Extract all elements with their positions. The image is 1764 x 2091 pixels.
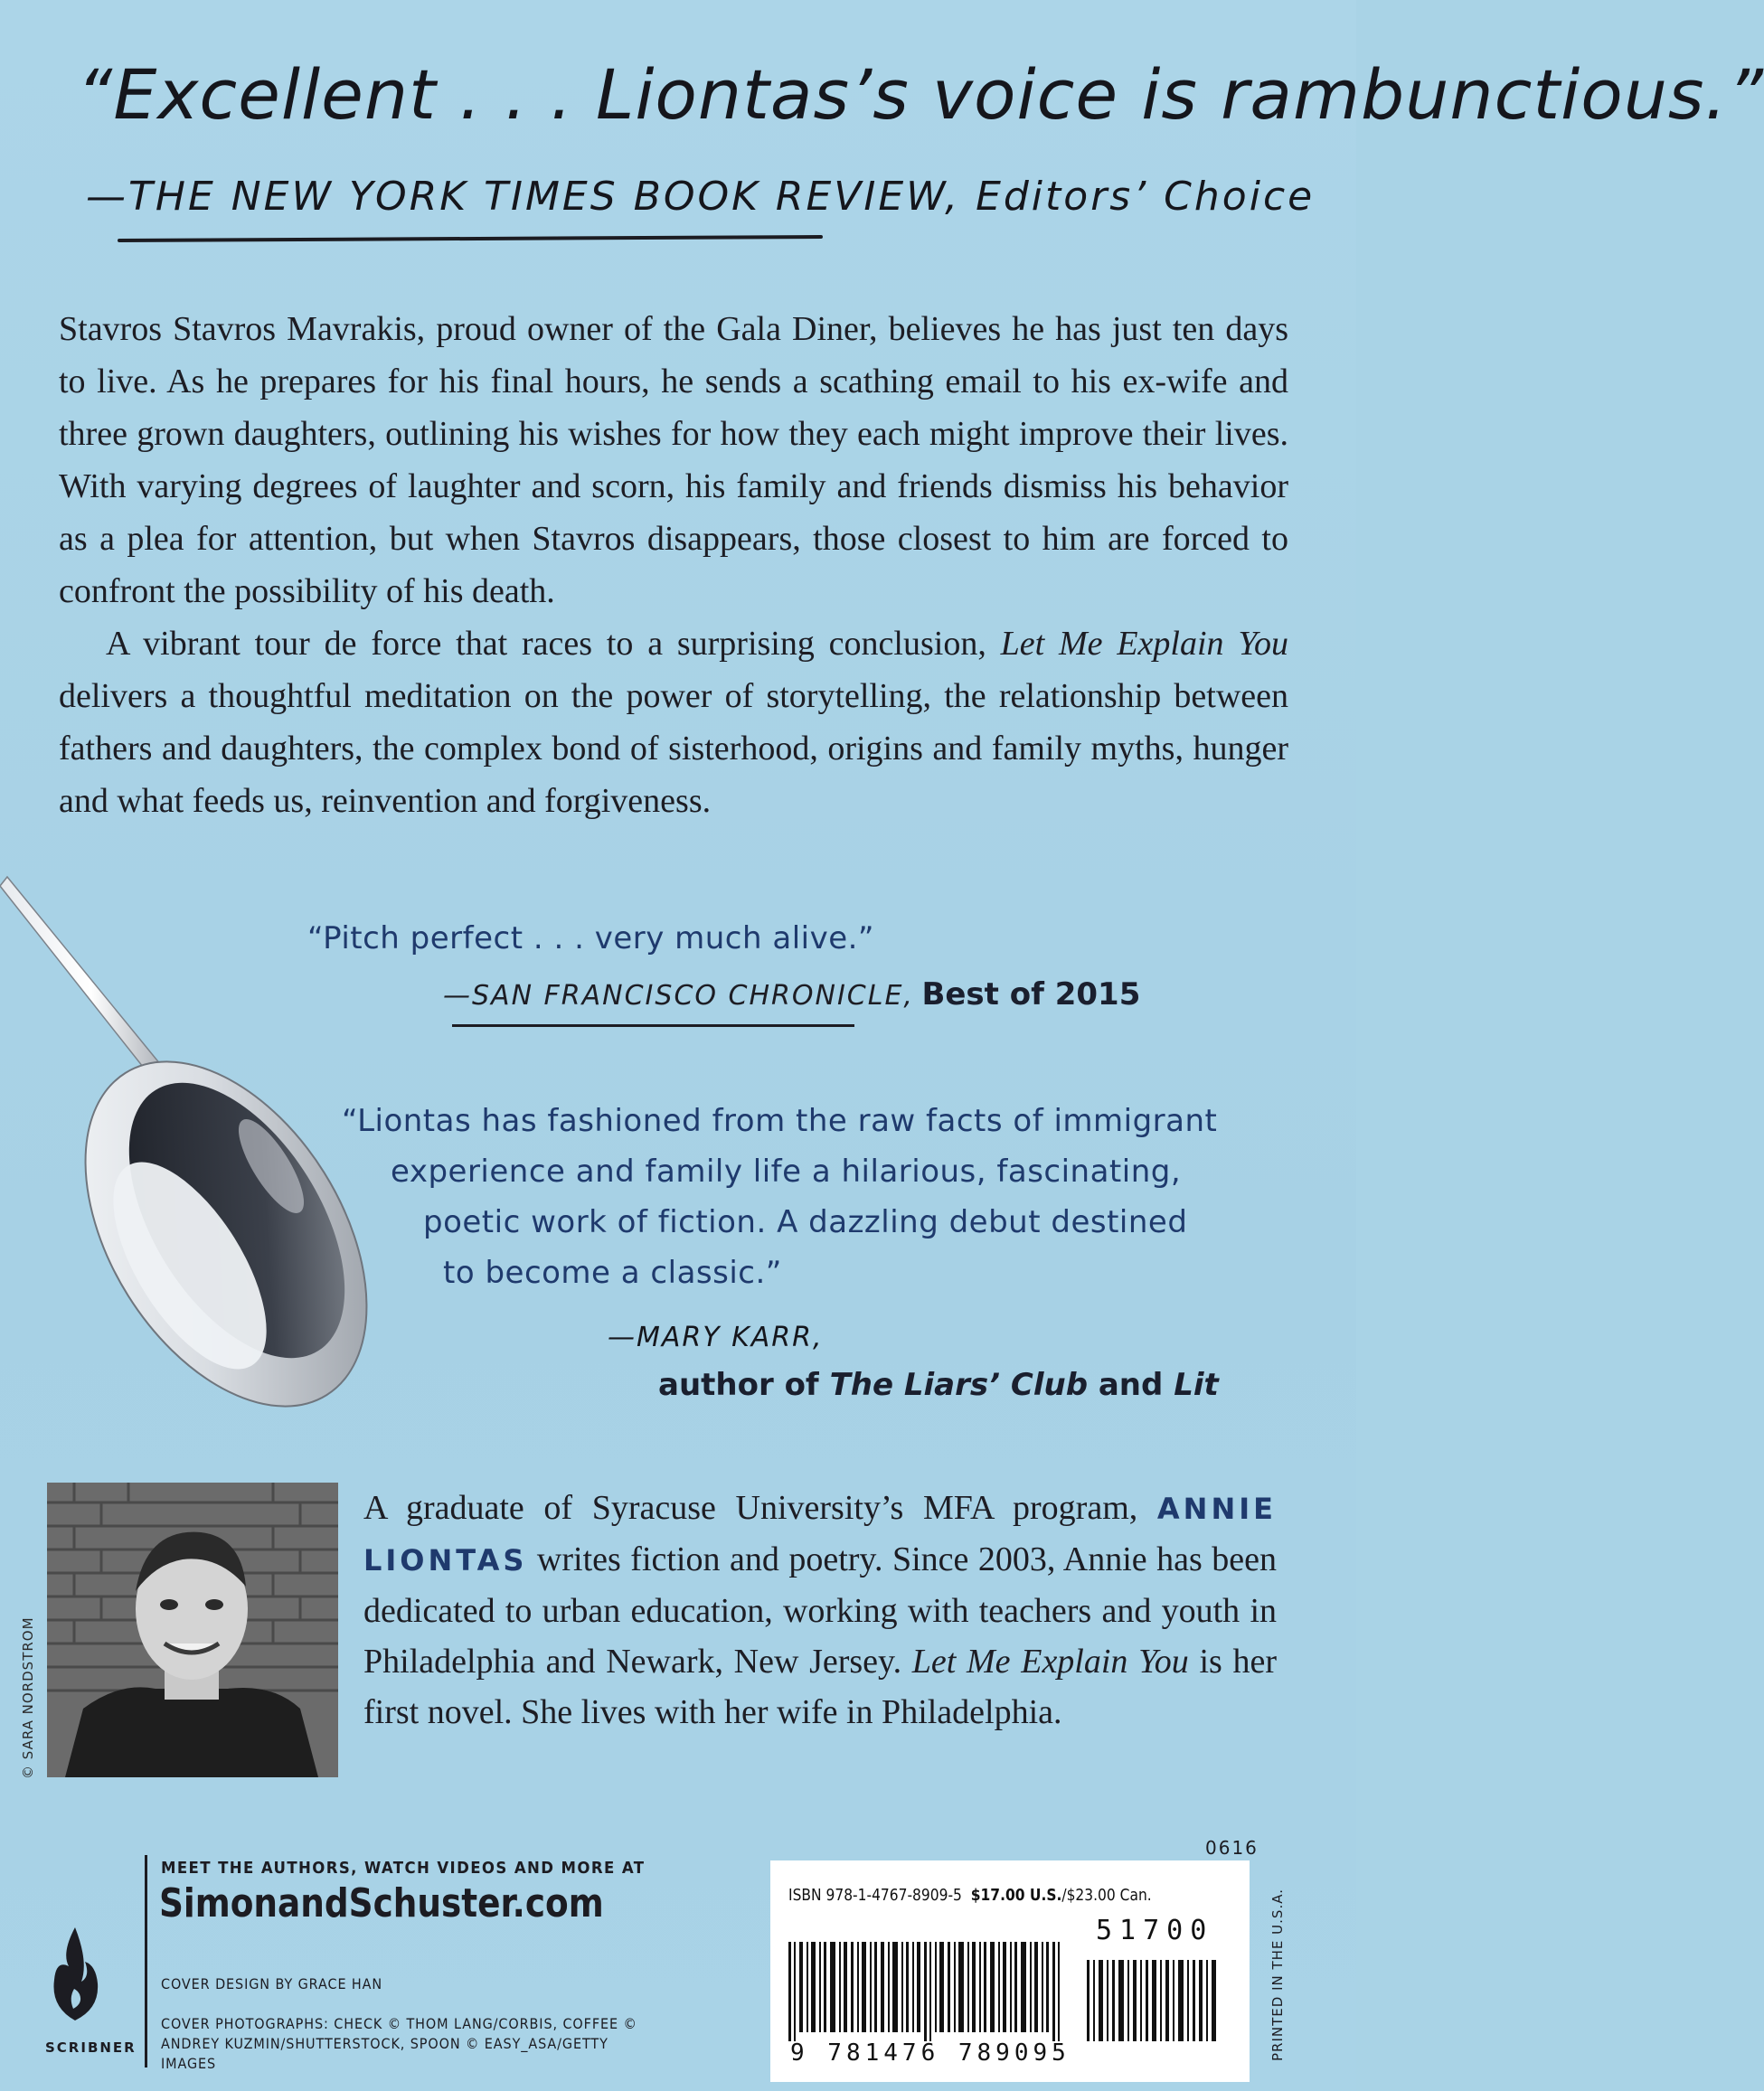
synopsis-book-title: Let Me Explain You (1000, 625, 1288, 663)
pull-quote-2-line: poetic work of fiction. A dazzling debut destined (423, 1204, 1188, 1240)
synopsis (59, 303, 1288, 827)
footer-divider (145, 1855, 147, 2067)
scribner-flame-logo (43, 1926, 107, 2025)
cover-photo-credit-line-2: ANDREY KUZMIN/SHUTTERSTOCK, SPOON © EASY_ASA/GETTY IMAGES (161, 2035, 608, 2072)
publisher-name: SCRIBNER (45, 2039, 137, 2056)
synopsis-p2-end: delivers a thoughtful meditation on the power of storytelling, the relationship between fathers and daughters, the complex bond of sisterhood, origins and family myths, hunger and what feeds us, reinvention and forgiveness. (59, 677, 1288, 820)
top-review-quote: “Excellent . . . Liontas’s voice is rambunctious.” (77, 54, 1764, 135)
cover-photo-credits (161, 2014, 665, 2074)
pull-quote-1-note: Best of 2015 (921, 976, 1141, 1013)
printed-in-usa: PRINTED IN THE U.S.A. (1269, 1888, 1286, 2061)
isbn-price-line (788, 1886, 1152, 1905)
cover-design-credit: COVER DESIGN BY GRACE HAN (161, 1975, 383, 1992)
price-can: /$23.00 Can. (1061, 1886, 1152, 1905)
author-photo-image (47, 1483, 338, 1777)
synopsis-p2-start: A vibrant tour de force that races to a surprising conclusion, (106, 625, 1001, 663)
pull-quote-2-line: experience and family life a hilarious, fascinating, (391, 1154, 1182, 1190)
top-attribution-underline (118, 235, 823, 242)
ean-number: 9 781476 789095 (790, 2039, 1071, 2067)
author-name: ANNIE LIONTAS (363, 1492, 1277, 1578)
bio-book-title: Let Me Explain You (911, 1643, 1189, 1681)
book-title-liars-club: The Liars’ Club (829, 1367, 1089, 1403)
pull-quote-2-source: —MARY KARR, (608, 1322, 824, 1353)
pull-quote-1-text: “Pitch perfect . . . very much alive.” (307, 920, 875, 956)
pull-quote-2-line: to become a classic.” (443, 1255, 782, 1291)
pull-quote-2-books (658, 1367, 1219, 1403)
bio-middle: writes fiction and poetry. Since 2003, Annie has been dedicated to urban education, working with teachers and youth in Philadelphia and Newark, New Jersey. (363, 1540, 1277, 1681)
isbn: ISBN 978-1-4767-8909-5 (788, 1886, 962, 1905)
bio-end: is her first novel. She lives with her wife in Philadelphia. (363, 1643, 1278, 1731)
book-title-lit: Lit (1174, 1367, 1219, 1403)
meet-authors-text: MEET THE AUTHORS, WATCH VIDEOS AND MORE AT (161, 1859, 646, 1878)
supplemental-code: 51700 (1096, 1915, 1214, 1946)
cover-photo-credit-line-1: COVER PHOTOGRAPHS: CHECK © THOM LANG/CORBIS, COFFEE © (161, 2015, 637, 2032)
barcode-panel (770, 1860, 1250, 2082)
pull-quote-2-line: “Liontas has fashioned from the raw facts of immigrant (342, 1103, 1218, 1139)
books-prefix: author of (658, 1367, 830, 1403)
barcode-image (788, 1942, 1231, 2041)
top-review-attribution: —THE NEW YORK TIMES BOOK REVIEW, Editors’ Choice (86, 174, 1316, 220)
synopsis-paragraph-1: Stavros Stavros Mavrakis, proud owner of the Gala Diner, believes he has just ten days to live. As he prepares for his final hours, he sends a scathing email to his ex-wife and three grown daughters, outlining his wishes for how they each might improve their lives. With varying degrees of laughter and scorn, his family and friends dismiss his behavior as a plea for attention, but when Stavros disappears, those closest to him are forced to confront the possibility of his death. (59, 310, 1288, 610)
books-joiner: and (1088, 1367, 1174, 1403)
photo-credit: © SARA NORDSTROM (20, 1616, 36, 1779)
pull-quote-1-underline (452, 1024, 854, 1027)
synopsis-paragraph-2 (59, 617, 1288, 827)
pull-quote-1-attribution (443, 976, 1140, 1013)
author-photo (47, 1483, 338, 1777)
bio-start: A graduate of Syracuse University’s MFA program, (363, 1489, 1157, 1527)
website-link[interactable]: SimonandSchuster.com (159, 1880, 604, 1926)
author-bio (363, 1483, 1277, 1738)
print-code: 0616 (1205, 1837, 1259, 1859)
price-us: $17.00 U.S. (970, 1886, 1062, 1905)
pull-quote-1-source: —SAN FRANCISCO CHRONICLE, (443, 980, 914, 1012)
